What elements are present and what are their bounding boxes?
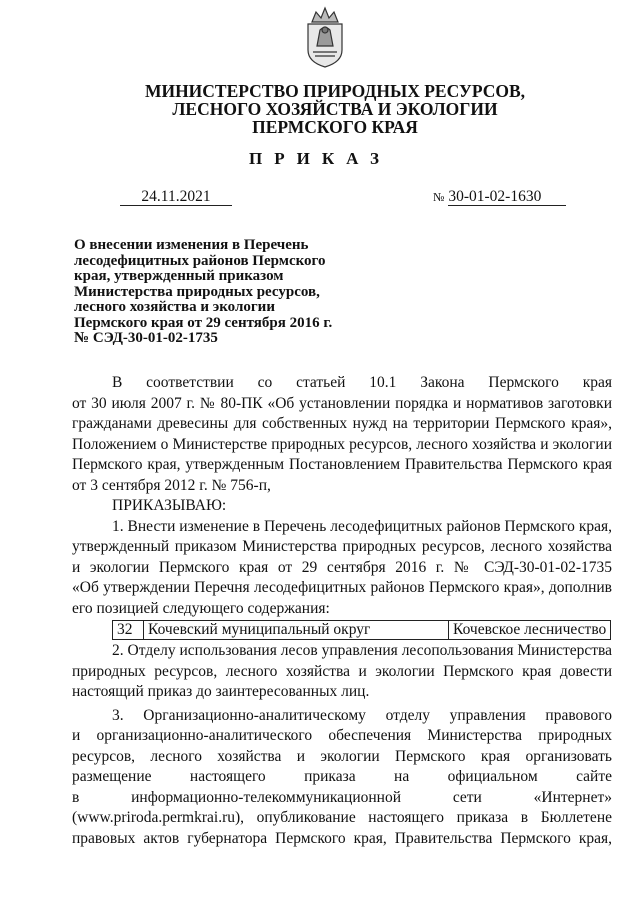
ministry-header (100, 82, 570, 136)
district-cell: Кочевский муниципальный округ (144, 621, 449, 640)
subject-line: Пермского края от 29 сентября 2016 г. (74, 314, 333, 331)
order-word: ПРИКАЗЫВАЮ: (112, 497, 227, 514)
subject-line: Министерства природных ресурсов, (74, 283, 320, 300)
inserted-position-table (112, 620, 611, 640)
subject-line: края, утвержденный приказом (74, 268, 284, 284)
body-line: гражданами древесины для собственных нужд на территории Пермского края», (72, 415, 612, 432)
ministry-name-line: ПЕРМСКОГО КРАЯ (252, 117, 418, 137)
forestry-cell: Кочевское лесничество (449, 621, 611, 640)
document-date (120, 188, 232, 206)
body-line: природных ресурсов, лесного хозяйства и экологии Пермского края довести (72, 662, 612, 680)
body-line: ресурсов, лесного хозяйства и экологии Пермского края организовать (72, 747, 612, 765)
document-type-title: ПРИКАЗ (249, 149, 391, 168)
position-number-cell: 32 (113, 621, 144, 640)
subject-line: лесодефицитных районов Пермского (74, 252, 326, 269)
body-line: правовых актов губернатора Пермского края, Правительства Пермского края, (72, 829, 612, 847)
body-line: от 30 июля 2007 г. № 80-ПК «Об установлении порядка и нормативов заготовки (72, 394, 612, 412)
body-line: «Об утверждении Перечня лесодефицитных районов Пермского края», дополнив (72, 579, 612, 596)
subject-line: № СЭД-30-01-02-1735 (74, 330, 218, 346)
body-line: его позицией следующего содержания: (72, 599, 330, 617)
document-number (433, 188, 566, 206)
ministry-name-line: МИНИСТЕРСТВО ПРИРОДНЫХ РЕСУРСОВ, (144, 81, 526, 101)
body-line: и организационно-аналитического обеспечения Министерства природных (72, 727, 612, 744)
body-line: 2. Отделу использования лесов управления лесопользования Министерства (112, 642, 612, 659)
body-line: утвержденный приказом Министерства природных ресурсов, лесного хозяйства (72, 538, 612, 555)
body-line: размещение настоящего приказа на официальном сайте (72, 768, 612, 785)
number-value: 30-01-02-1630 (448, 189, 566, 206)
body-line: Пермского края, утвержденным Постановлением Правительства Пермского края (72, 456, 612, 473)
document-body (72, 373, 612, 849)
body-line: Положением о Министерстве природных ресурсов, лесного хозяйства и экологии (72, 435, 612, 453)
body-line: В соответствии со статьей 10.1 Закона Пермского края (112, 374, 612, 391)
body-line: в информационно-телекоммуникационной сети «Интернет» (72, 788, 612, 806)
body-line: и экологии Пермского края от 29 сентября 2016 г. № СЭД-30-01-02-1735 (72, 558, 612, 576)
number-sign: № (433, 190, 445, 204)
subject-line: О внесении изменения в Перечень (74, 237, 309, 253)
body-line: от 3 сентября 2012 г. № 756-п, (72, 476, 271, 494)
subject-line: лесного хозяйства и экологии (74, 299, 275, 315)
body-line: настоящий приказ до заинтересованных лиц. (72, 683, 370, 700)
date-value: 24.11.2021 (120, 189, 232, 206)
body-line: (www.priroda.permkrai.ru), опубликование настоящего приказа в Бюллетене (72, 809, 612, 826)
body-line: 3. Организационно-аналитическому отделу управления правового (112, 706, 612, 724)
ministry-name-line: ЛЕСНОГО ХОЗЯЙСТВА И ЭКОЛОГИИ (172, 99, 498, 119)
body-line: 1. Внести изменение в Перечень лесодефицитных районов Пермского края, (112, 517, 612, 535)
document-subject (74, 238, 374, 347)
coat-of-arms-icon (302, 6, 348, 68)
table-row (113, 621, 611, 640)
